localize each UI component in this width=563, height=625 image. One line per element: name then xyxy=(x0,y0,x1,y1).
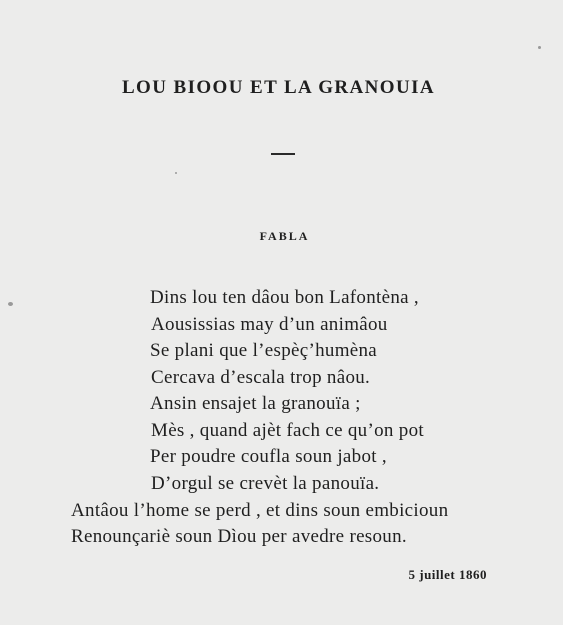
poem-date: 5 juillet 1860 xyxy=(408,567,487,582)
poem-line: D’orgul se crevèt la panouïa. xyxy=(151,472,380,494)
poem-line: Dins lou ten dâou bon Lafontèna , xyxy=(150,287,419,308)
poem-line: Aousissias may d’un animâou xyxy=(151,313,388,335)
paper-speck xyxy=(8,302,13,306)
poem-moral xyxy=(71,498,448,550)
poem-title: LOU BIOOU ET LA GRANOUIA xyxy=(121,77,436,98)
poem-line: Cercava d’escala trop nâou. xyxy=(151,366,371,388)
paper-speck xyxy=(175,172,177,174)
poem-line: Per poudre coufla soun jabot , xyxy=(150,446,387,467)
poem-line: Ansin ensajet la granouïa ; xyxy=(150,393,361,414)
moral-line: Renounçariè soun Dìou per avedre resoun. xyxy=(71,526,407,547)
poem-subtitle: FABLA xyxy=(259,229,310,243)
poem-stanza xyxy=(150,285,424,497)
title-divider xyxy=(271,153,295,155)
poem-line: Mès , quand ajèt fach ce qu’on pot xyxy=(151,419,424,441)
moral-line: Antâou l’home se perd , et dins soun embicioun xyxy=(71,500,449,521)
poem-line: Se plani que l’espèç’humèna xyxy=(150,340,378,361)
paper-speck xyxy=(538,46,541,49)
